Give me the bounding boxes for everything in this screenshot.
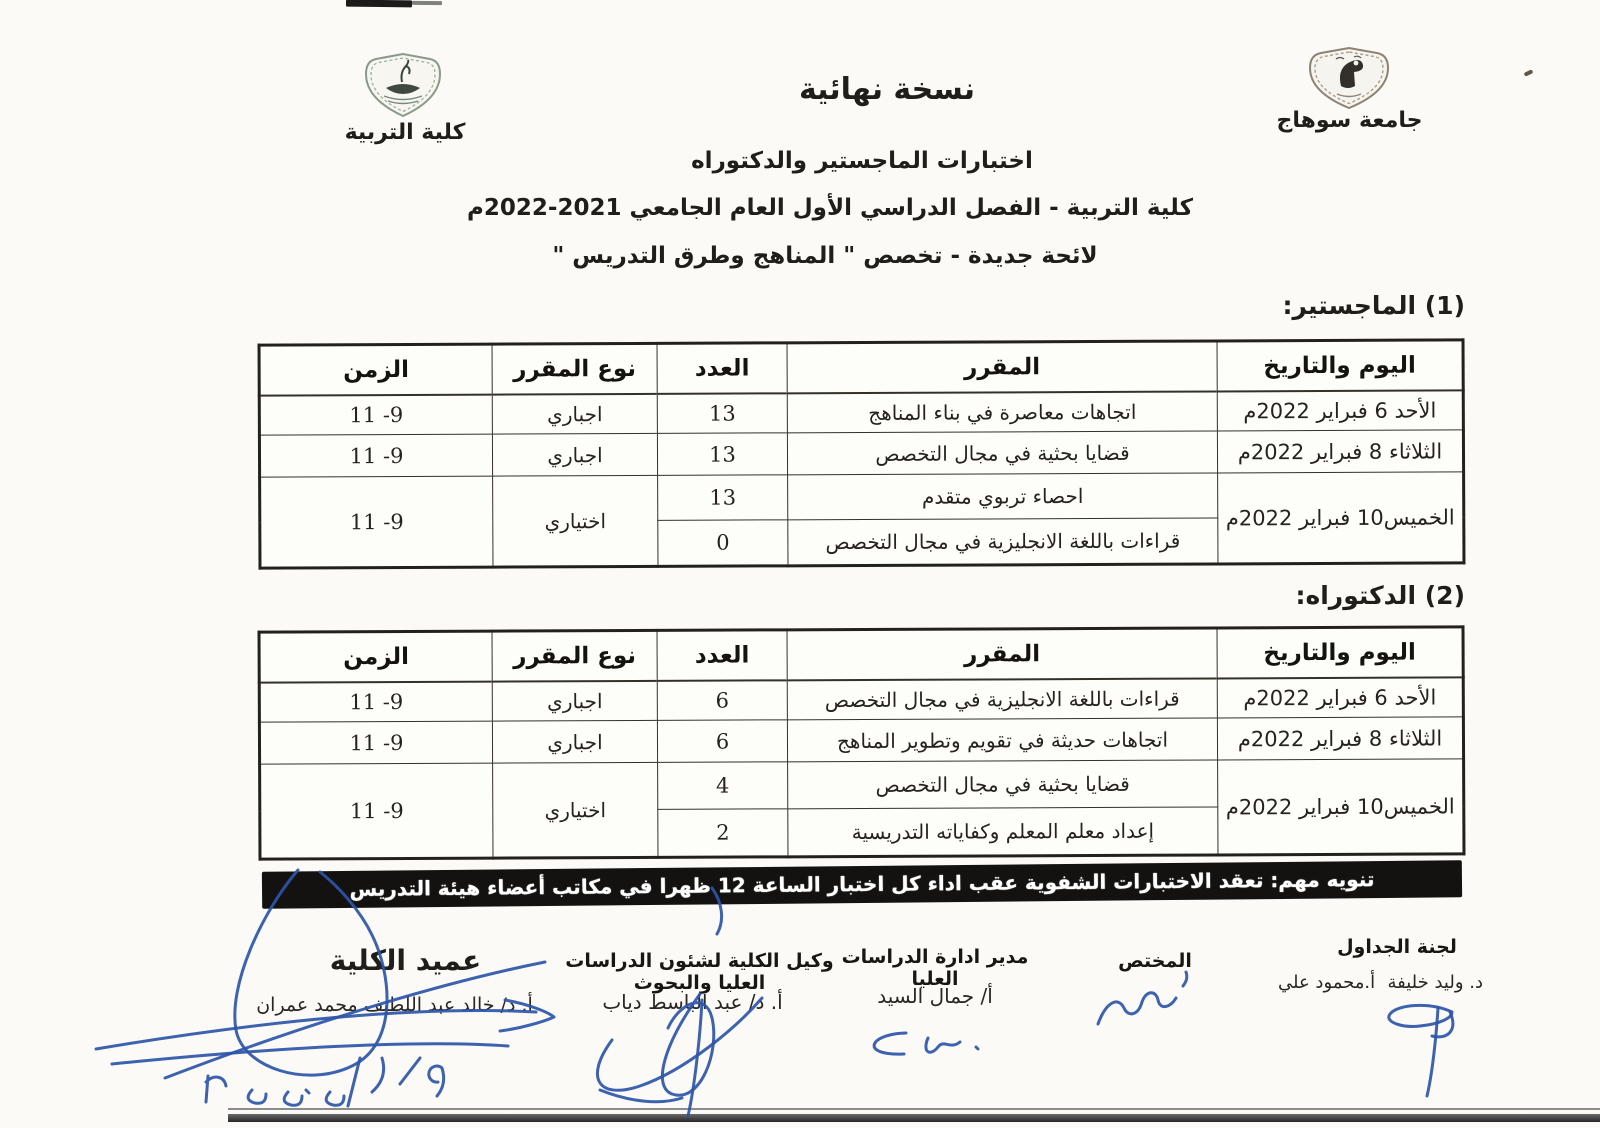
course-cell: قضايا بحثية في مجال التخصص [788,760,1218,809]
day-cell: الثلاثاء 8 فبراير 2022م [1217,717,1463,760]
schedules-committee-names [1278,972,1483,993]
committee-member-1: د. وليد خليفة [1387,972,1483,993]
course-cell: اتجاهات حديثة في تقويم وتطوير المناهج [787,718,1217,762]
specialist-signature [1098,972,1187,1024]
day-cell: الأحد 6 فبراير 2022م [1217,677,1463,718]
col-type: نوع المقرر [492,630,657,681]
table-row [259,390,1463,435]
specialization-line: لائحة جديدة - تخصص " المناهج وطرق التدريس " [552,243,1098,269]
type-cell: اجباري [492,433,657,476]
col-count: العدد [657,343,787,394]
type-cell: اجباري [492,680,657,721]
scan-bottom-edge-bar [228,1114,1600,1122]
semester-line: كلية التربية - الفصل الدراسي الأول العام الجامعي 2021-2022م [467,195,1193,221]
doctorate-table-wrap [258,625,1466,860]
committee-member-2: أ.محمود علي [1278,972,1376,993]
course-cell: قضايا بحثية في مجال التخصص [787,431,1217,475]
table-row [260,472,1464,522]
vice-dean-title: وكيل الكلية لشئون الدراسات العليا والبحوث [565,950,834,994]
faculty-name: كلية التربية [344,120,466,145]
scan-artifact-top-mark-2 [412,1,442,5]
time-cell: 9- 11 [259,434,492,477]
time-cell: 9- 11 [259,394,492,435]
col-time: الزمن [259,344,492,395]
grad-admin-director-name: أ/ جمال السيد [877,984,993,1008]
col-course: المقرر [787,628,1217,680]
count-cell: 13 [657,393,787,434]
masters-table [258,338,1466,569]
specialist-title: المختص [1118,950,1192,972]
count-cell: 6 [657,720,787,763]
course-cell: احصاء تربوي متقدم [788,473,1218,520]
course-cell: اتجاهات معاصرة في بناء المناهج [787,391,1217,433]
col-course: المقرر [787,341,1217,393]
time-cell: 9- 11 [260,763,493,859]
count-cell: 4 [658,762,788,810]
dean-name: أ. د/ خالد عبد اللطيف محمد عمران [256,994,533,1016]
faculty-of-education-logo [362,52,444,118]
dean-handwritten-date [206,1058,444,1106]
table-row [259,717,1463,764]
final-copy-stamp: نسخة نهائية [798,72,976,107]
scan-speck [1524,69,1534,76]
scan-artifact-top-mark [346,0,412,7]
day-cell: الخميس10 فبراير 2022م [1218,472,1464,564]
document-title: اختبارات الماجستير والدكتوراه [691,148,1033,174]
col-count: العدد [657,630,787,681]
day-cell: الثلاثاء 8 فبراير 2022م [1217,430,1463,473]
table-row [260,759,1464,811]
dean-title: عميد الكلية [329,944,482,977]
time-cell: 9- 11 [259,681,492,722]
type-cell: اجباري [492,720,657,763]
university-name: جامعة سوهاج [1276,108,1423,133]
col-time: الزمن [259,631,492,682]
important-notice-banner: تنويه مهم: تعقد الاختبارات الشفوية عقب اداء كل اختبار الساعة 12 ظهرا في مكاتب أعضاء هيئة التدريس [262,860,1462,909]
col-day: اليوم والتاريخ [1217,627,1463,678]
count-cell: 6 [657,680,787,721]
type-cell: اجباري [492,393,657,434]
sohag-university-logo [1306,46,1392,110]
col-day: اليوم والتاريخ [1217,340,1463,391]
course-cell: إعداد معلم المعلم وكفاياته التدريسية [788,807,1218,857]
day-cell: الخميس10 فبراير 2022م [1218,759,1464,855]
vice-dean-name: أ. د/ عبد الباسط دياب [602,990,783,1014]
doctorate-section-title: (2) الدكتوراه: [1295,581,1465,610]
table-row [259,677,1463,722]
director-signature [874,1033,978,1054]
grad-admin-director-title: مدير ادارة الدراسات العليا [841,946,1029,990]
scan-bottom-edge-line [228,1108,1600,1110]
count-cell: 2 [658,809,788,858]
count-cell: 13 [657,433,787,476]
count-cell: 13 [658,475,788,521]
day-cell: الأحد 6 فبراير 2022م [1217,390,1463,431]
type-cell: اختياري [493,762,658,858]
schedules-committee-title: لجنة الجداول [1337,936,1457,958]
masters-section-title: (1) الماجستير: [1282,291,1465,320]
col-type: نوع المقرر [492,343,657,394]
count-cell: 0 [658,520,788,567]
course-cell: قراءات باللغة الانجليزية في مجال التخصص [788,518,1218,566]
time-cell: 9- 11 [259,721,492,764]
type-cell: اختياري [493,475,658,567]
table-row [259,430,1463,477]
committee-signature [1389,1005,1453,1096]
course-cell: قراءات باللغة الانجليزية في مجال التخصص [787,678,1217,720]
masters-table-wrap [258,338,1466,569]
doctorate-table [258,625,1466,860]
time-cell: 9- 11 [260,476,493,568]
